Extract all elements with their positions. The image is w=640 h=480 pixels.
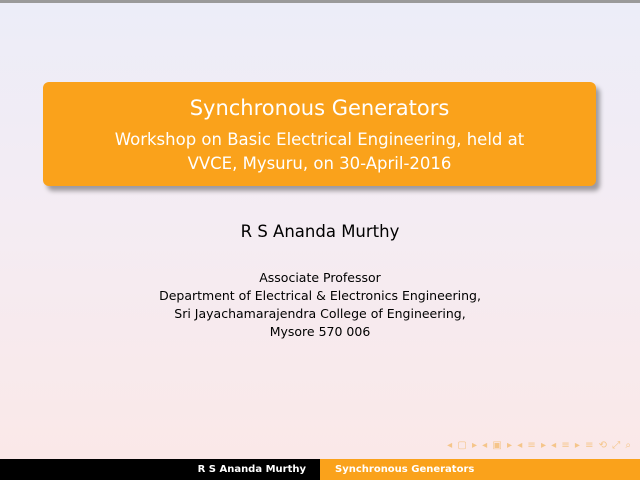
top-border-line <box>0 0 640 3</box>
subtitle-line-1: Workshop on Basic Electrical Engineering, held at <box>114 130 525 149</box>
title-block <box>43 82 596 186</box>
footer-bar <box>0 459 640 480</box>
institute-block <box>0 269 640 341</box>
institute-line: Associate Professor <box>259 270 381 285</box>
institute-line: Mysore 570 006 <box>269 324 371 339</box>
subtitle-line-2: VVCE, Mysuru, on 30-April-2016 <box>187 154 452 173</box>
slide-title: Synchronous Generators <box>189 96 450 120</box>
footer-title: Synchronous Generators <box>320 459 640 480</box>
author-name: R S Ananda Murthy <box>240 222 400 241</box>
institute-line: Sri Jayachamarajendra College of Engineering, <box>174 306 466 321</box>
slide-subtitle <box>63 128 576 176</box>
beamer-navigation-icons[interactable]: ◂ ▢ ▸ ◂ ▣ ▸ ◂ ≡ ▸ ◂ ≡ ▸ ≡ ⟲ ⤢ ⌕ <box>447 440 632 451</box>
institute-line: Department of Electrical & Electronics Engineering, <box>159 288 481 303</box>
footer-author: R S Ananda Murthy <box>0 459 320 480</box>
